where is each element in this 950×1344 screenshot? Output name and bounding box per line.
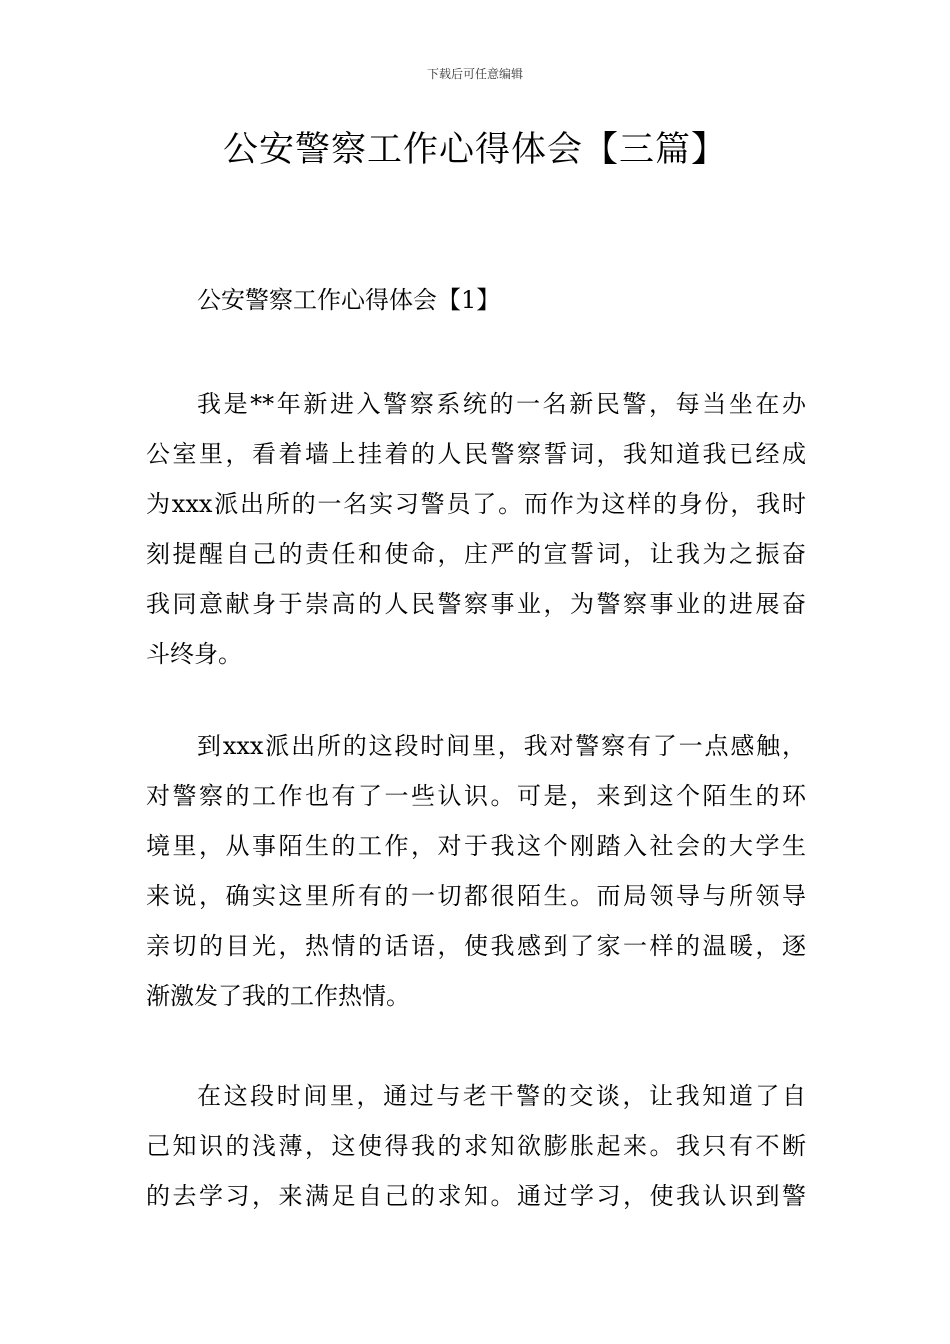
- paragraph-line: 己知识的浅薄，这使得我的求知欲膨胀起来。我只有不断: [146, 1132, 806, 1160]
- header-note: 下载后可任意编辑: [426, 67, 523, 81]
- paragraph-line: 为xxx派出所的一名实习警员了。而作为这样的身份，我时: [146, 490, 806, 518]
- paragraph-line: 斗终身。: [146, 640, 242, 668]
- paragraph-line: 到xxx派出所的这段时间里，我对警察有了一点感触，: [197, 732, 806, 760]
- paragraph-line: 来说，确实这里所有的一切都很陌生。而局领导与所领导: [146, 882, 806, 910]
- paragraph-line: 亲切的目光，热情的话语，使我感到了家一样的温暖，逐: [146, 932, 806, 960]
- paragraph-1: [146, 379, 806, 679]
- section-heading: 公安警察工作心得体会【1】: [197, 286, 501, 314]
- document-title: 公安警察工作心得体会【三篇】: [222, 130, 727, 170]
- paragraph-line: 对警察的工作也有了一些认识。可是，来到这个陌生的环: [146, 782, 806, 810]
- paragraph-line: 境里，从事陌生的工作，对于我这个刚踏入社会的大学生: [146, 832, 806, 860]
- paragraph-line: 我是**年新进入警察系统的一名新民警，每当坐在办: [197, 390, 806, 418]
- paragraph-line: 刻提醒自己的责任和使命，庄严的宣誓词，让我为之振奋: [146, 540, 806, 568]
- paragraph-line: 在这段时间里，通过与老干警的交谈，让我知道了自: [197, 1082, 806, 1110]
- paragraph-3: [146, 1071, 806, 1221]
- paragraph-line: 的去学习，来满足自己的求知。通过学习，使我认识到警: [146, 1182, 806, 1210]
- paragraph-line: 我同意献身于崇高的人民警察事业，为警察事业的进展奋: [146, 590, 806, 618]
- paragraph-line: 公室里，看着墙上挂着的人民警察誓词，我知道我已经成: [146, 440, 806, 468]
- paragraph-line: 渐激发了我的工作热情。: [146, 982, 410, 1010]
- paragraph-2: [146, 721, 806, 1021]
